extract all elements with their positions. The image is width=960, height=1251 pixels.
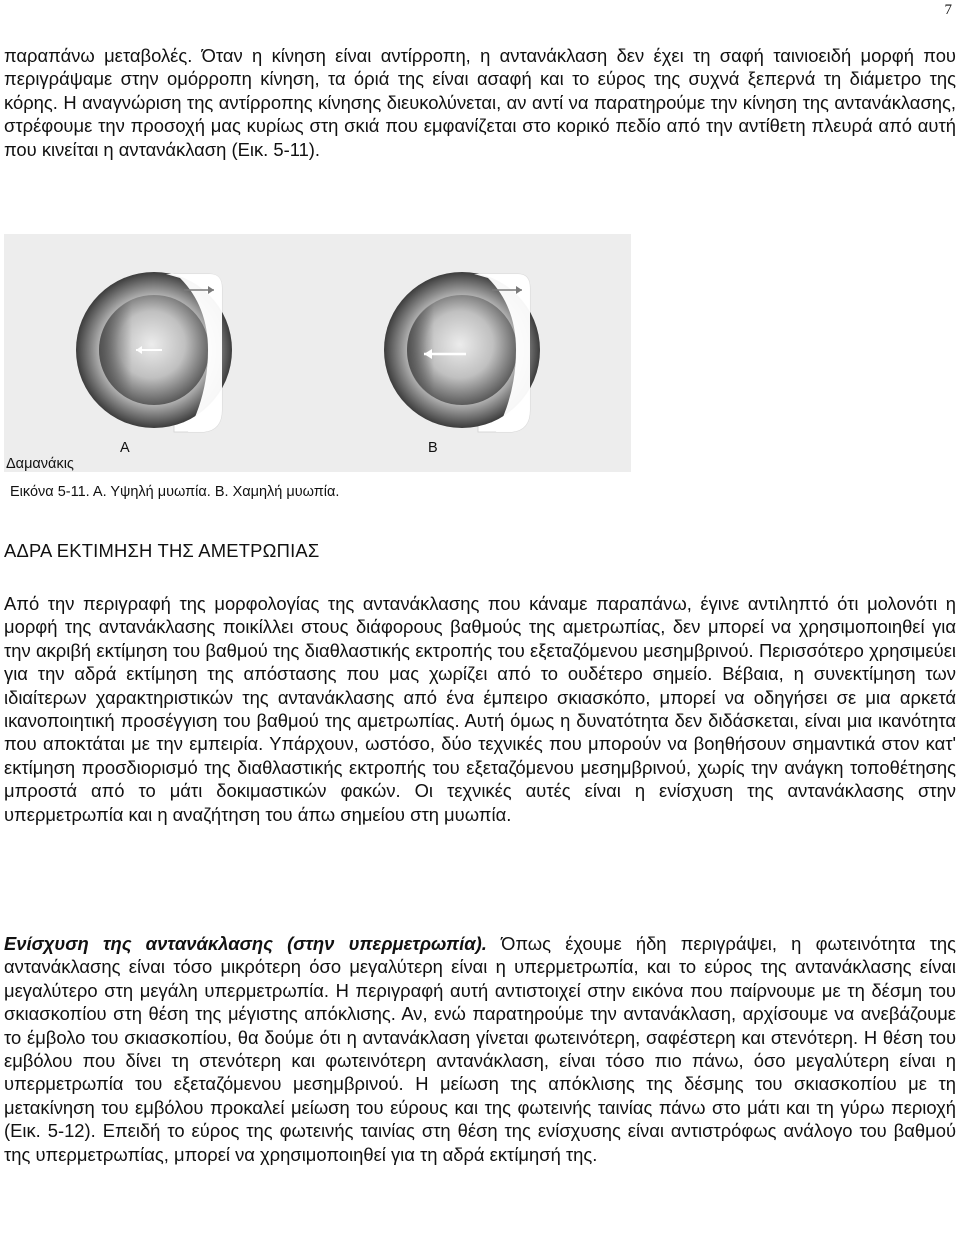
figure-label-b: Β: [428, 440, 438, 456]
section-heading: ΑΔΡΑ ΕΚΤΙΜΗΣΗ ΤΗΣ ΑΜΕΤΡΩΠΙΑΣ: [4, 540, 320, 561]
paragraph-rough-estimation: Από την περιγραφή της μορφολογίας της αντανάκλασης που κάναμε παραπάνω, έγινε αντιληπτό ότι μολονότι η μορφή της αντανάκλασης ποικίλλει στους διάφορους βαθμούς της αμετρωπίας, δεν μπορεί να χρησιμοποιηθεί για την ακριβή εκτίμηση του βαθμού της διαθλαστικής εκτροπής του εξεταζόμενου μεσημβρινού. Περισσότερο χρησιμεύει για την αδρά εκτίμηση της απόστασης που μας χωρίζει από το ουδέτερο σημείο. Βέβαια, η συνεκτίμηση των ιδιαίτερων χαρακτηριστικών της αντανάκλασης από ένα έμπειρο σκιασκόπο, μπορεί να οδηγήσει σε μια αρκετά ικανοποιητική προσέγγιση του βαθμού της αμετρωπίας. Αυτή όμως η δυνατότητα δεν διδάσκεται, είναι μια ικανότητα που αποκτάται με την εμπειρία. Υπάρχουν, ωστόσο, δύο τεχνικές που μπορούν να βοηθήσουν σημαντικά στον κατ' εκτίμηση προσδιορισμό της διαθλαστικής εκτροπής του εξεταζόμενου μεσημβρινού, χωρίς την ανάγκη τοποθέτησης μπροστά από το μάτι δοκιμαστικών φακών. Οι τεχνικές αυτές είναι η ενίσχυση της αντανάκλασης στην υπερμετρωπία και η αναζήτηση του άπω σημείου στη μυωπία.: [4, 593, 956, 825]
figure-caption: Εικόνα 5-11. Α. Υψηλή μυωπία. Β. Χαμηλή μυωπία.: [10, 484, 340, 500]
paragraph-body: Όπως έχουμε ήδη περιγράψει, η φωτεινότητα της αντανάκλασης είναι τόσο μικρότερη όσο μεγαλύτερη είναι η υπερμετρωπία, και το εύρος της αντανάκλασης είναι μεγαλύτερο στη μεγάλη υπερμετρωπία. Η περιγραφή αυτή αντιστοιχεί στην εικόνα που παίρνουμε με τη δέσμη του σκιασκοπίου στη θέση της μέγιστης απόκλισης. Αν, ενώ παρατηρούμε την αντανάκλαση, αρχίσουμε να ανεβάζουμε το έμβολο του σκιασκοπίου, θα δούμε ότι η αντανάκλαση γίνεται φωτεινότερη, σαφέστερη και στενότερη. Η θέση του εμβόλου που δίνει τη στενότερη και φωτεινότερη αντανάκλαση, είναι τόσο πιο πάνω, όσο μεγαλύτερη είναι η υπερμετρωπία του εξεταζόμενου μεσημβρινού. Η μείωση της απόκλισης της δέσμης του σκιασκοπίου με τη μετακίνηση του εμβόλου προκαλεί μείωση του εύρους και της φωτεινής ταινίας πάνω στο μάτι και τη γύρω περιοχή (Εικ. 5-12). Επειδή το εύρος της φωτεινής ταινίας στη θέση της ενίσχυσης είναι αντιστρόφως ανάλογο του βαθμού της υπερμετρωπίας, μπορεί να χρησιμοποιηθεί για τη αδρά εκτίμησή της.: [4, 933, 957, 1165]
paragraph-lead-title: Ενίσχυση της αντανάκλασης (στην υπερμετρωπία).: [4, 933, 487, 954]
eye-a-illustration: [76, 272, 232, 432]
figure-watermark: Δαμανάκις: [6, 456, 74, 472]
figure-retinoscopy-reflex: [4, 234, 631, 472]
page-number: 7: [944, 2, 952, 18]
paragraph-intro: παραπάνω μεταβολές. Όταν η κίνηση είναι αντίρροπη, η αντανάκλαση δεν έχει τη σαφή ταινιοειδή μορφή που περιγράψαμε στην ομόρροπη κίνηση, τα όριά της είναι ασαφή και το εύρος της συχνά ξεπερνά τη διάμετρο της κόρης. Η αναγνώριση της αντίρροπης κίνησης διευκολύνεται, αν αντί να παρατηρούμε την κίνηση της αντανάκλασης, στρέφουμε την προσοχή μας κυρίως στη σκιά που εμφανίζεται στο κορικό πεδίο από την αντίθετη πλευρά από αυτή που κινείται η αντανάκλαση (Εικ. 5-11).: [4, 45, 956, 160]
eye-b-illustration: [384, 272, 540, 432]
figure-label-a: Α: [120, 440, 130, 456]
paragraph-reflex-enhancement: [4, 932, 956, 1166]
figure-illustration: [4, 234, 631, 472]
